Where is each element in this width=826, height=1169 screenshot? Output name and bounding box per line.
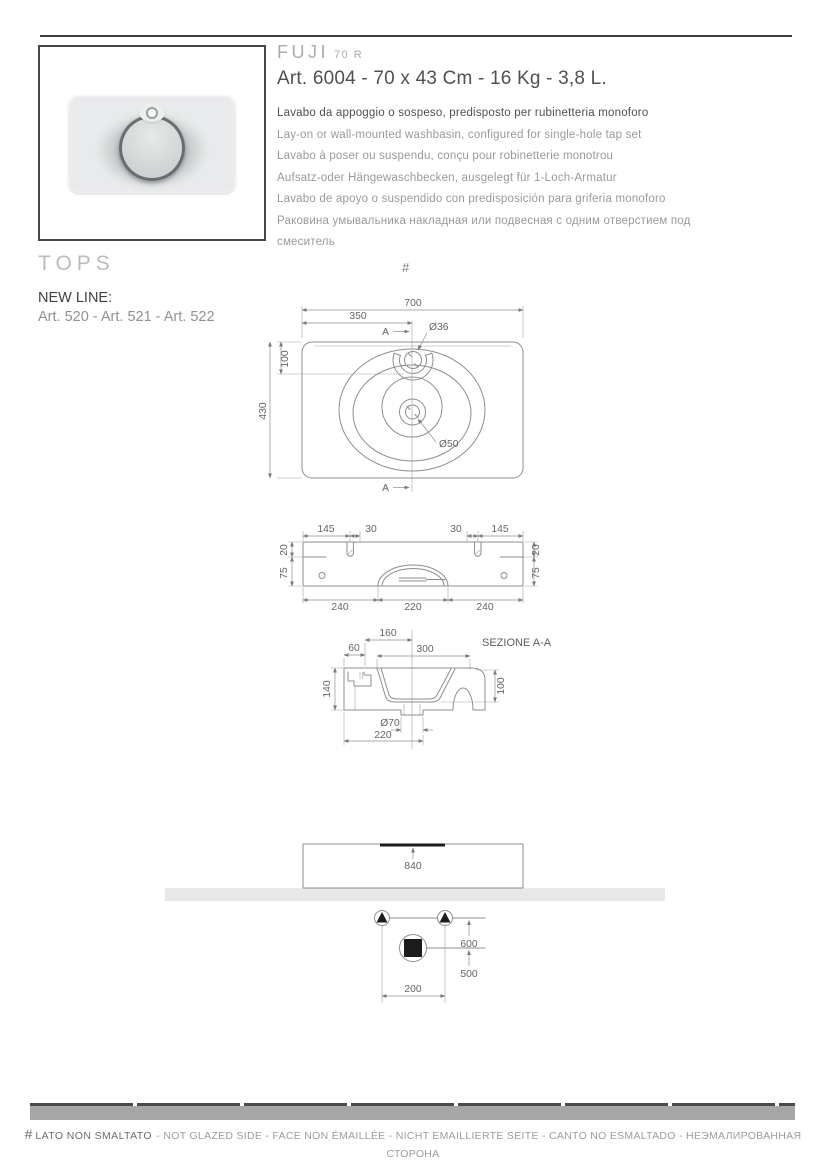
dim-top-edge-right: 20	[531, 544, 542, 556]
dim-60-label: 60	[348, 643, 360, 654]
new-line-articles: Art. 520 - Art. 521 - Art. 522	[38, 309, 215, 325]
back-view-geometry	[303, 542, 523, 586]
drain-square	[404, 939, 422, 957]
description-fr: Lavabo à poser ou suspendu, conçu pour robinetterie monotrou	[277, 150, 614, 162]
dim-seg-center: 220	[404, 602, 422, 613]
section-title: TOPS	[38, 252, 115, 275]
dim-840-label: 840	[404, 861, 422, 872]
description-ru: Раковина умывальника накладная или подвесная с одним отверстием под смеситель	[277, 214, 691, 248]
drain-dia-label: Ø50	[439, 439, 459, 450]
dim-lower-edge-right: 75	[531, 567, 542, 579]
back-view-drawing	[278, 517, 548, 619]
description-it: Lavabo da appoggio o sospeso, predisposto per rubinetteria monoforo	[277, 107, 649, 119]
tap-mount	[139, 103, 165, 122]
top-view-drawing	[258, 288, 563, 503]
tap-hole-dia-label: Ø36	[429, 322, 449, 333]
header-block	[277, 42, 747, 254]
dim-220-label: 220	[374, 730, 392, 741]
dim-top-edge-left: 20	[279, 544, 290, 556]
dim-140-label: 140	[322, 680, 333, 698]
product-title	[277, 42, 747, 63]
dim-depth-label: 430	[258, 402, 269, 420]
footer-translations: - NOT GLAZED SIDE - FACE NON ÉMAILLÉE - NICHT EMAILLIERTE SEITE - CANTO NO ESMALTADO - НЕЭМАЛИРОВАННАЯ СТОРОНА	[156, 1130, 802, 1160]
washbasin-photo-top	[69, 96, 235, 193]
dim-lower-edge-left: 75	[279, 567, 290, 579]
tap-hole	[146, 107, 158, 119]
section-drawing	[315, 622, 560, 757]
article-line: Art. 6004 - 70 x 43 Cm - 16 Kg - 3,8 L.	[277, 68, 607, 89]
footer-tick-marks	[30, 1103, 795, 1106]
description-list	[277, 103, 747, 254]
top-view-geometry	[302, 321, 523, 492]
new-line-label: NEW LINE:	[38, 290, 113, 306]
top-rule	[40, 35, 792, 37]
dim-seg-left: 240	[331, 602, 349, 613]
footer-note	[0, 1126, 826, 1162]
description-es: Lavabo de apoyo o suspendido con predisposición para griferia monoforo	[277, 193, 666, 205]
dim-160-label: 160	[379, 628, 397, 639]
new-line-block	[38, 289, 215, 327]
dia-70-label: Ø70	[380, 718, 400, 729]
dim-200-label: 200	[404, 984, 422, 995]
dim-width-label: 700	[404, 298, 422, 309]
dim-slot-len-left: 30	[365, 524, 377, 535]
product-photo	[38, 45, 266, 241]
unglazed-mark: #	[402, 260, 410, 275]
section-letter-top: A	[382, 327, 389, 338]
basin-bowl	[119, 115, 185, 181]
product-name: FUJI	[277, 42, 329, 62]
dim-300-label: 300	[416, 644, 434, 655]
dim-seg-right: 240	[476, 602, 494, 613]
product-variant: 70 R	[334, 49, 364, 61]
dim-500-label: 500	[460, 969, 478, 980]
installation-drawing	[160, 835, 680, 1007]
footer-hash: #	[24, 1126, 33, 1142]
dim-600-label: 600	[460, 939, 478, 950]
dim-slot-len-right: 30	[450, 524, 462, 535]
description-en: Lay-on or wall-mounted washbasin, configured for single-hole tap set	[277, 128, 642, 141]
wall-band	[165, 888, 665, 901]
dim-tap-offset-y-label: 100	[280, 350, 291, 368]
section-title-label: SEZIONE A-A	[482, 637, 552, 649]
dim-tap-offset-x-label: 350	[349, 311, 367, 322]
dim-100-label: 100	[496, 677, 507, 695]
footer-bar	[30, 1103, 795, 1120]
dim-slot-offset-right: 145	[491, 524, 509, 535]
section-letter-bottom: A	[382, 483, 389, 494]
dim-slot-offset-left: 145	[317, 524, 335, 535]
footer-primary: LATO NON SMALTATO	[35, 1130, 152, 1142]
description-de: Aufsatz-oder Hängewaschbecken, ausgelegt für 1-Loch-Armatur	[277, 171, 617, 184]
